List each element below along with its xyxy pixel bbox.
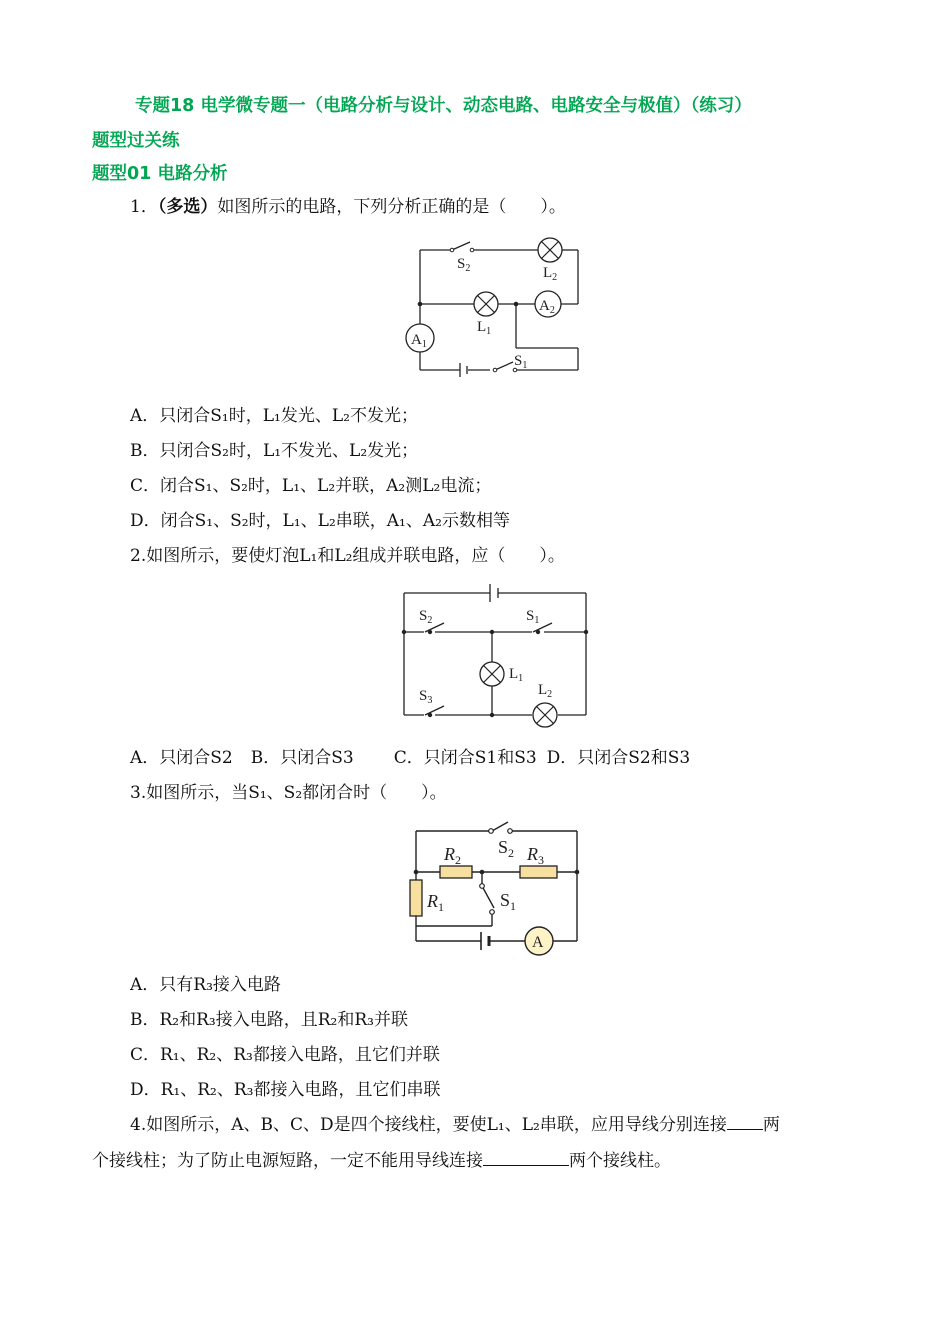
q1-label-l1: $L_1$	[477, 319, 492, 337]
q3-label-r2: $R_2$	[444, 844, 461, 867]
q4-text-2: 两	[762, 1115, 780, 1135]
q1-circuit-diagram	[400, 232, 600, 382]
q2-option-d: D．只闭合S2和S3	[546, 748, 691, 768]
q3-label-ammeter: A	[532, 934, 544, 951]
q2-label-s2: $S_2$	[419, 608, 433, 626]
section-heading: 题型过关练	[92, 131, 180, 151]
q3-option-d: D．R₁、R₂、R₃都接入电路，且它们串联	[130, 1080, 441, 1100]
q3-option-a: A．只有R₃接入电路	[130, 975, 281, 995]
q2-label-s1: $S_1$	[526, 608, 540, 626]
q3-label-r1: $R_1$	[427, 891, 444, 914]
q2-label-s3: $S_3$	[419, 688, 433, 706]
q4-text-4: 两个接线柱。	[569, 1151, 671, 1171]
resistor-r1-icon	[410, 880, 422, 916]
q3-stem: 3.如图所示，当S₁、S₂都闭合时（ ）。	[130, 783, 447, 803]
q1-stem	[130, 196, 566, 218]
q2-label-l2: $L_2$	[538, 682, 553, 700]
q2-options	[130, 747, 690, 769]
q4-text-3: 个接线柱；为了防止电源短路，一定不能用导线连接	[92, 1151, 483, 1171]
q3-label-s1: $S_1$	[500, 890, 517, 913]
q4-blank-1[interactable]	[727, 1113, 763, 1130]
q3-option-b: B．R₂和R₃接入电路，且R₂和R₃并联	[130, 1010, 408, 1030]
q4-text-1: 4.如图所示，A、B、C、D是四个接线柱，要使L₁、L₂串联，应用导线分别连接	[130, 1115, 727, 1135]
resistor-r2-icon	[440, 866, 472, 878]
q4-line-2	[92, 1149, 671, 1172]
q2-circuit-diagram	[392, 580, 602, 730]
lamp-l1-icon	[474, 292, 498, 316]
q2-label-l1: $L_1$	[509, 666, 524, 684]
page-title: 专题18 电学微专题一（电路分析与设计、动态电路、电路安全与极值）（练习）	[135, 96, 752, 116]
q1-label-l2: $L_2$	[543, 265, 558, 283]
q2-option-c: C．只闭合S1和S3	[393, 748, 537, 768]
lamp-l2-icon	[533, 703, 557, 727]
q2-stem: 2.如图所示，要使灯泡L₁和L₂组成并联电路，应（ ）。	[130, 546, 565, 566]
q4-line-1	[130, 1113, 780, 1136]
q3-label-s2: $S_2$	[498, 837, 515, 860]
subsection-heading: 题型01 电路分析	[92, 164, 228, 184]
q1-label-a1: $A_1$	[411, 332, 427, 350]
lamp-l2-icon	[538, 238, 562, 262]
q1-option-d: D．闭合S₁、S₂时，L₁、L₂串联，A₁、A₂示数相等	[130, 511, 510, 531]
q1-label-s2: $S_2$	[457, 256, 471, 274]
q1-option-c: C．闭合S₁、S₂时，L₁、L₂并联，A₂测L₂电流；	[130, 476, 492, 496]
q1-label-s1: $S_1$	[514, 353, 528, 371]
q3-label-r3: $R_3$	[527, 844, 544, 867]
q1-stem-text: 如图所示的电路，下列分析正确的是（ ）。	[217, 197, 566, 217]
q3-option-c: C．R₁、R₂、R₃都接入电路，且它们并联	[130, 1045, 440, 1065]
q1-label-a2: $A_2$	[539, 298, 555, 316]
q1-option-a: A．只闭合S₁时，L₁发光、L₂不发光；	[130, 406, 418, 426]
q1-multi-tag: （多选）	[157, 197, 218, 217]
q2-option-a: A．只闭合S2	[130, 748, 233, 768]
q3-circuit-diagram	[400, 818, 590, 963]
q4-blank-2[interactable]	[483, 1149, 569, 1166]
q2-option-b: B．只闭合S3	[250, 748, 354, 768]
resistor-r3-icon	[520, 866, 557, 878]
lamp-l1-icon	[480, 662, 504, 686]
q1-option-b: B．只闭合S₂时，L₁不发光、L₂发光；	[130, 441, 419, 461]
q1-number: 1．	[130, 197, 158, 217]
